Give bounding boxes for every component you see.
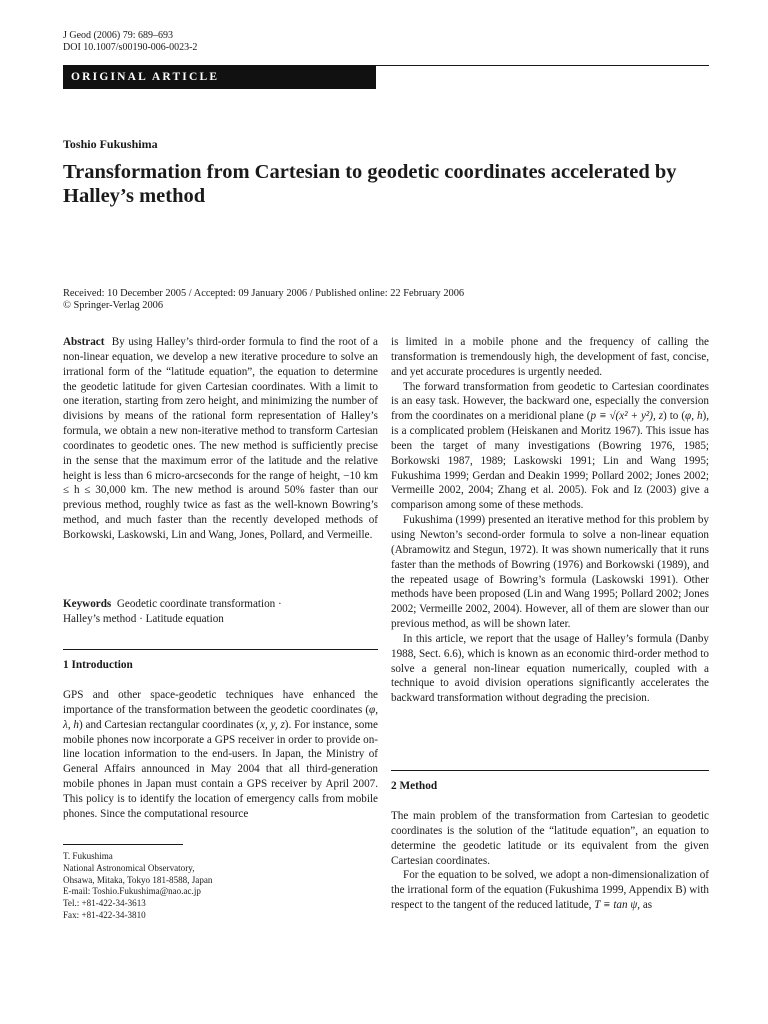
r-math-meridional: p ≡ √(x² + y²), z (590, 410, 664, 423)
paper-title: Transformation from Cartesian to geodetic coordinates accelerated by Halley’s method (63, 161, 677, 207)
keywords-line2: Halley’s method · Latitude equation (63, 612, 224, 625)
s1-para1-c: ). For instance, some mobile phones now incorporate a GPS receiver in order to provide on-line location information to the end-users. In Japan, the Ministry of General Affairs announced in May 2004 that all third-generation mobile phones in Japan must contain a GPS receiver by April 2007. This policy is to identify the location of emergency calls from mobile phones. Since the computational resource (63, 718, 378, 820)
footnote-name: T. Fukushima (63, 851, 113, 861)
article-type-banner: ORIGINAL ARTICLE (63, 65, 376, 89)
abstract-text: By using Halley’s third-order formula to find the root of a non-linear equation, we develop a new iterative procedure to solve an irrational form of the “latitude equation”, the equation to determine the geodetic latitude for given Cartesian coordinates. With a limit to one iteration, starting from zero height, and minimizing the number of divisions by means of the rational form representation of Halley’s formula, we obtain a new non-iterative method to transform Cartesian coordinates to geodetic ones. The new method is sufficiently precise in the sense that the maximum error of the latitude and the relative height is less than 6 micro-arcseconds for the range of height, −10 km ≤ h ≤ 30,000 km. The new method is around 50% faster than our previous method, roughly twice as fast as the well-known Bowring’s method, and much faster than the recently developed methods of Borkowski, Laskowski, Lin and Wang, Jones, Pollard, and Vermeille. (63, 336, 378, 541)
s1-math-geodetic: φ, λ, h (63, 703, 378, 731)
banner-rule (376, 65, 709, 66)
journal-citation: J Geod (2006) 79: 689–693 (63, 30, 173, 41)
abstract (63, 335, 378, 543)
section2-heading: 2 Method (391, 780, 438, 792)
s1-para1-a: GPS and other space-geodetic techniques have enhanced the importance of the transformation between the geodetic coordinates ( (63, 689, 378, 716)
section2-rule (391, 770, 709, 771)
footnote-tel: Tel.: +81-422-34-3613 (63, 898, 146, 909)
author-name: Toshio Fukushima (63, 137, 158, 151)
s2-para2-b: , as (637, 899, 653, 912)
publication-dates (63, 288, 464, 313)
author-affiliation (63, 851, 212, 922)
abstract-label: Abstract (63, 336, 105, 348)
keywords-label: Keywords (63, 598, 112, 610)
keywords (63, 597, 378, 627)
footnote-email: E-mail: Toshio.Fukushima@nao.ac.jp (63, 886, 201, 897)
r-para2-c: ), is a complicated problem (Heiskanen and Moritz 1967). This issue has been the target of many investigations (Bowring 1976, 1985; Borkowski 1987, 1989; Laskowski 1991; Lin and Wang 1995; Fukushima 1999; Gerdan and Deakin 1999; Pollard 2002; Jones 2002; Vermeille 2002, 2004; Zhang et al. 2005). Fok and Iz (2003) give a comparison among some of these methods. (391, 410, 710, 512)
footnote-org: National Astronomical Observatory, (63, 862, 195, 873)
s2-math-tan: T ≡ tan ψ (594, 899, 638, 912)
r-para2-b: ) to ( (663, 410, 686, 423)
right-column (391, 335, 709, 706)
r-para4: In this article, we report that the usage of Halley’s formula (Danby 1988, Sect. 6.6), which is known as an economic third-order method to solve a general non-linear equation numerically, coupled with a technique to avoid division operations significantly accelerates the backward transformation without degrading the precision. (391, 632, 709, 705)
footnote-fax: Fax: +81-422-34-3810 (63, 909, 146, 920)
copyright-line: © Springer-Verlag 2006 (63, 300, 164, 312)
journal-doi: DOI 10.1007/s00190-006-0023-2 (63, 42, 198, 53)
r-para3: Fukushima (1999) presented an iterative method for this problem by using Newton’s second-order formula to solve a non-linear equation (Abramowitz and Stegun, 1972). It was shown numerically that it runs faster than the methods of Bowring (1976) and Borkowski (1989), and the repeated usage of Bowring’s formula (Laskowski 1991). Other methods have been proposed (Lin and Wang 1995; Pollard 2002; Jones 2002; Vermeille 2002, 2004). However, all of them are slower than our previous method, as will be shown later. (391, 514, 709, 631)
section1-rule (63, 649, 378, 650)
s1-para1-b: ) and Cartesian rectangular coordinates ( (78, 718, 261, 731)
r-para2-a: The forward transformation from geodetic to Cartesian coordinates is an easy task. However, the backward one, especially the conversion from the coordinates on a meridional plane ( (391, 380, 709, 423)
section1-body (63, 688, 378, 822)
s1-math-cartesian: x, y, z (260, 718, 285, 731)
section1-heading: 1 Introduction (63, 659, 133, 671)
journal-header (63, 30, 197, 54)
footnote-rule (63, 844, 183, 845)
dates-line: Received: 10 December 2005 / Accepted: 09 January 2006 / Published online: 22 February 2006 (63, 288, 465, 299)
s2-para1: The main problem of the transformation from Cartesian to geodetic coordinates is the solution of the “latitude equation”, an equation to determine the geodetic latitude or its equivalent from the given Cartesian coordinates. (391, 810, 709, 867)
r-para1: is limited in a mobile phone and the frequency of calling the transformation is tremendously high, the development of fast, concise, and yet accurate procedures is urgently needed. (391, 336, 709, 378)
s2-para2-a: For the equation to be solved, we adopt a non-dimensionalization of the irrational form of the equation (Fukushima 1999, Appendix B) with respect to the tangent of the reduced latitude, (391, 869, 709, 912)
r-math-phi-h: φ, h (685, 410, 703, 423)
section2-body (391, 809, 709, 913)
footnote-address: Ohsawa, Mitaka, Tokyo 181-8588, Japan (63, 874, 213, 885)
keywords-line1: Geodetic coordinate transformation · (116, 598, 282, 610)
